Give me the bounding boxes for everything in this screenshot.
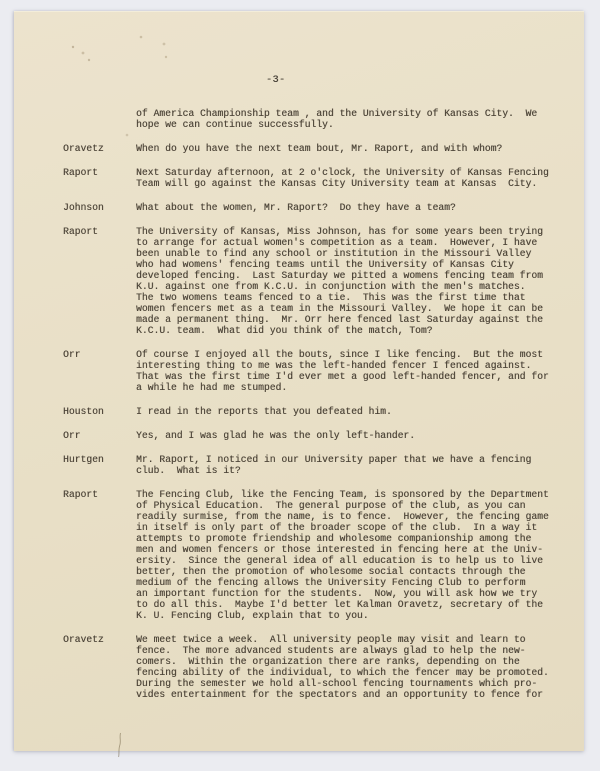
dialogue-line: ersity. Since the general idea of all education is to help us to live (136, 555, 543, 566)
dialogue-line: developed fencing. Last Saturday we pitted a womens fencing team from (136, 270, 543, 281)
dialogue-line: The Fencing Club, like the Fencing Team, is sponsored by the Department (136, 489, 549, 500)
speaker-name: Houston (63, 406, 104, 417)
transcript-entry (63, 489, 569, 621)
dialogue-line: hope we can continue successfully. (136, 119, 334, 130)
dialogue-line: K. U. Fencing Club, explain that to you. (136, 610, 369, 621)
dialogue-text (136, 108, 569, 130)
dialogue-line: been unable to find any school or institution in the Missouri Valley (136, 248, 532, 259)
dialogue-line: When do you have the next team bout, Mr. Raport, and with whom? (136, 143, 503, 154)
dialogue-line: Yes, and I was glad he was the only left-hander. (136, 430, 416, 441)
dialogue-line: readily surmise, from the name, is to fence. However, the fencing game (136, 511, 549, 522)
transcript-entry (63, 406, 569, 417)
speaker-name: Raport (63, 167, 98, 178)
dialogue-line: in itself is only part of the broader scope of the club. In a way it (136, 522, 538, 533)
dialogue-text (136, 489, 569, 621)
dialogue-line: What about the women, Mr. Raport? Do they have a team? (136, 202, 456, 213)
speaker-name: Oravetz (63, 634, 104, 645)
dialogue-line: We meet twice a week. All university people may visit and learn to (136, 634, 526, 645)
speaker-name: Oravetz (63, 143, 104, 154)
dialogue-line: The two womens teams fenced to a tie. This was the first time that (136, 292, 526, 303)
transcript-entry (63, 108, 569, 130)
dialogue-line: a while he had me stumped. (136, 382, 288, 393)
transcript-entry (63, 430, 569, 441)
dialogue-text (136, 349, 569, 393)
speaker-name: Orr (63, 430, 81, 441)
speaker-name: Hurtgen (63, 454, 104, 465)
document-page (14, 11, 584, 751)
dialogue-line: interesting thing to me was the left-handed fencer I fenced against. (136, 360, 532, 371)
dialogue-line: fencing ability of the individual, to which the fencer may be promoted. (136, 667, 549, 678)
speaker-name: Raport (63, 489, 98, 500)
dialogue-line: women fencers met as a team in the Missouri Valley. We hope it can be (136, 303, 543, 314)
page-number: -3- (266, 75, 286, 86)
dialogue-line: club. What is it? (136, 465, 241, 476)
dialogue-line: fence. The more advanced students are always glad to help the new- (136, 645, 526, 656)
speaker-name: Johnson (63, 202, 104, 213)
dialogue-line: made a permanent thing. Mr. Orr here fenced last Saturday against the (136, 314, 543, 325)
dialogue-text (136, 406, 569, 417)
transcript-entry (63, 349, 569, 393)
fiber-artifact (114, 732, 124, 758)
dialogue-line: to arrange for actual women's competition as a team. However, I have (136, 237, 538, 248)
dialogue-line: K.U. against one from K.C.U. in conjunction with the men's matches. (136, 281, 526, 292)
transcript (63, 108, 569, 713)
dialogue-line: Mr. Raport, I noticed in our University paper that we have a fencing (136, 454, 532, 465)
paper-speckles (14, 12, 16, 14)
transcript-entry (63, 226, 569, 336)
dialogue-line: Next Saturday afternoon, at 2 o'clock, the University of Kansas Fencing (136, 167, 549, 178)
dialogue-text (136, 454, 569, 476)
dialogue-line: That was the first time I'd ever met a good left-handed fencer, and for (136, 371, 549, 382)
speaker-name: Raport (63, 226, 98, 237)
dialogue-line: better, then the promotion of wholesome social contacts through the (136, 566, 526, 577)
dialogue-text (136, 167, 569, 189)
transcript-entry (63, 202, 569, 213)
dialogue-line: comers. Within the organization there are ranks, depending on the (136, 656, 520, 667)
dialogue-text (136, 202, 569, 213)
transcript-entry (63, 143, 569, 154)
dialogue-line: vides entertainment for the spectators and an opportunity to fence for (136, 689, 543, 700)
transcript-entry (63, 634, 569, 700)
dialogue-line: who had womens' fencing teams until the University of Kansas City (136, 259, 514, 270)
speaker-name: Orr (63, 349, 81, 360)
dialogue-text (136, 226, 569, 336)
dialogue-line: of Physical Education. The general purpose of the club, as you can (136, 500, 526, 511)
dialogue-line: Team will go against the Kansas City University team at Kansas City. (136, 178, 538, 189)
dialogue-line: K.C.U. team. What did you think of the match, Tom? (136, 325, 433, 336)
dialogue-line: to do all this. Maybe I'd better let Kalman Oravetz, secretary of the (136, 599, 543, 610)
dialogue-line: The University of Kansas, Miss Johnson, has for some years been trying (136, 226, 543, 237)
dialogue-line: During the semester we hold all-school fencing tournaments which pro- (136, 678, 538, 689)
dialogue-line: an important function for the students. Now, you will ask how we try (136, 588, 538, 599)
dialogue-text (136, 143, 569, 154)
transcript-entry (63, 454, 569, 476)
dialogue-line: men and women fencers or those interested in fencing here at the Univ- (136, 544, 543, 555)
dialogue-line: of America Championship team , and the University of Kansas City. We (136, 108, 538, 119)
dialogue-line: Of course I enjoyed all the bouts, since I like fencing. But the most (136, 349, 543, 360)
dialogue-line: attempts to promote friendship and wholesome companionship among the (136, 533, 532, 544)
dialogue-line: I read in the reports that you defeated him. (136, 406, 392, 417)
dialogue-text (136, 634, 569, 700)
transcript-entry (63, 167, 569, 189)
dialogue-text (136, 430, 569, 441)
dialogue-line: medium of the fencing allows the University Fencing Club to perform (136, 577, 526, 588)
